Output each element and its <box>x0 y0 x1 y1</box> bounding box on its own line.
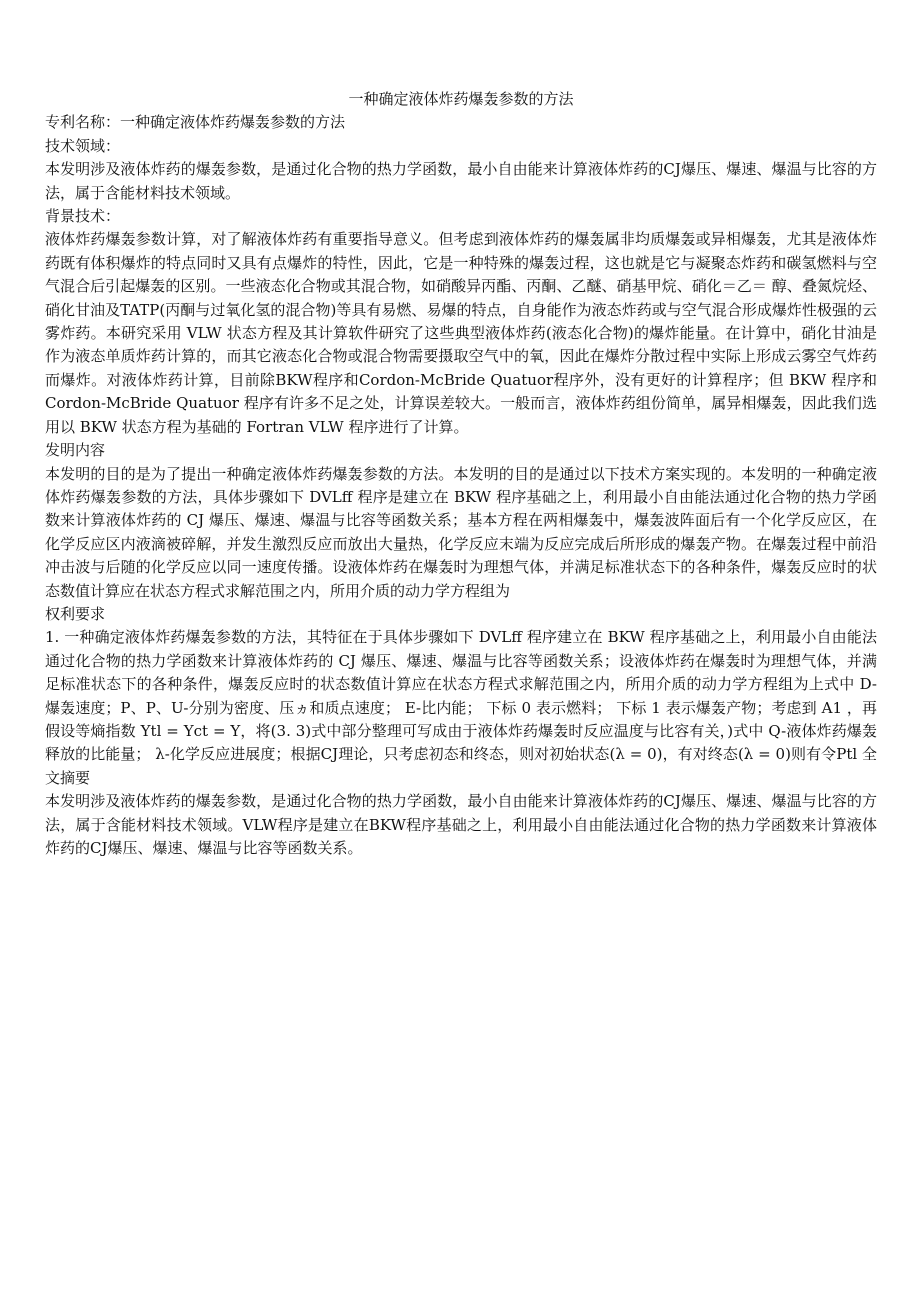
claims-text: 1. 一种确定液体炸药爆轰参数的方法，其特征在于具体步骤如下 DVLff 程序建立在 BKW 程序基础之上，利用最小自由能法通过化合物的热力学函数来计算液体炸药的 CJ 爆压、爆速、爆温与比容等函数关系；设液体炸药在爆轰时为理想气体，并满足标准状态下的各种条件，爆轰反应时的状态数值计算应在状态方程式求解范围之内，所用介质的动力学方程组为上式中 D-爆轰速度；P、P、U-分别为密度、压ヵ和质点速度； E-比内能； 下标 0 表示燃料； 下标 1 表示爆轰产物；考虑到 A1 ，再假设等熵指数 Ytl = Yct = Y，将(3. 3)式中部分整理可写成由于液体炸药爆轰时反应温度与比容有关，)式中 Q-液体炸药爆轰释放的比能量； λ-化学反应进展度；根据CJ理论，只考虑初态和终态，则对初始状态(λ = 0)，有对终态(λ = 0)则有令Ptl 全文摘要 <box>45 628 877 787</box>
tech-field-text: 本发明涉及液体炸药的爆轰参数，是通过化合物的热力学函数，最小自由能来计算液体炸药的CJ爆压、爆速、爆温与比容的方法，属于含能材料技术领域。 <box>45 160 877 202</box>
tech-field-heading: 技术领域： <box>45 136 121 155</box>
background-heading: 背景技术： <box>45 207 121 226</box>
document-page <box>45 88 877 860</box>
document-title: 一种确定液体炸药爆轰参数的方法 <box>348 90 574 108</box>
patent-name: 专利名称：一种确定液体炸药爆轰参数的方法 <box>45 113 346 132</box>
claims-heading: 权利要求 <box>45 604 106 623</box>
invention-text: 本发明的目的是为了提出一种确定液体炸药爆轰参数的方法。本发明的目的是通过以下技术方案实现的。本发明的一种确定液体炸药爆轰参数的方法，具体步骤如下 DVLff 程序是建立在 BKW 程序基础之上，利用最小自由能法通过化合物的热力学函数来计算液体炸药的 CJ 爆压、爆速、爆温与比容等函数关系；基本方程在两相爆轰中，爆轰波阵面后有一个化学反应区，在化学反应区内液滴被碎解，并发生激烈反应而放出大量热，化学反应末端为反应完成后所形成的爆轰产物。在爆轰过程中前沿冲击波与后随的化学反应以同一速度传播。设液体炸药在爆轰时为理想气体，并满足标准状态下的各种条件，爆轰反应时的状态数值计算应在状态方程式求解范围之内，所用介质的动力学方程组为 <box>45 464 877 600</box>
background-text: 液体炸药爆轰参数计算，对了解液体炸药有重要指导意义。但考虑到液体炸药的爆轰属非均质爆轰或异相爆轰，尤其是液体炸药既有体积爆炸的特点同时又具有点爆炸的特性，因此，它是一种特殊的爆轰过程，这也就是它与凝聚态炸药和碳氢燃料与空气混合后引起爆轰的区别。一些液态化合物或其混合物，如硝酸异丙酯、丙酮、乙醚、硝基甲烷、硝化＝乙＝ 醇、叠氮烷烃、硝化甘油及TATP(丙酮与过氧化氢的混合物)等具有易燃、易爆的特点，自身能作为液态炸药或与空气混合形成爆炸性极强的云雾炸药。本研究采用 VLW 状态方程及其计算软件研究了这些典型液体炸药(液态化合物)的爆炸能量。在计算中，硝化甘油是作为液态单质炸药计算的，而其它液态化合物或混合物需要摄取空气中的氧，因此在爆炸分散过程中实际上形成云雾空气炸药而爆炸。对液体炸药计算，目前除BKW程序和Cordon-McBride Quatuor程序外，没有更好的计算程序；但 BKW 程序和 Cordon-McBride Quatuor 程序有许多不足之处，计算误差较大。一般而言，液体炸药组份简单，属异相爆轰，因此我们选用以 BKW 状态方程为基础的 Fortran VLW 程序进行了计算。 <box>45 230 877 436</box>
invention-heading: 发明内容 <box>45 441 106 460</box>
abstract-text: 本发明涉及液体炸药的爆轰参数，是通过化合物的热力学函数，最小自由能来计算液体炸药的CJ爆压、爆速、爆温与比容的方法，属于含能材料技术领域。VLW程序是建立在BKW程序基础之上，利用最小自由能法通过化合物的热力学函数来计算液体炸药的CJ爆压、爆速、爆温与比容等函数关系。 <box>45 792 877 857</box>
